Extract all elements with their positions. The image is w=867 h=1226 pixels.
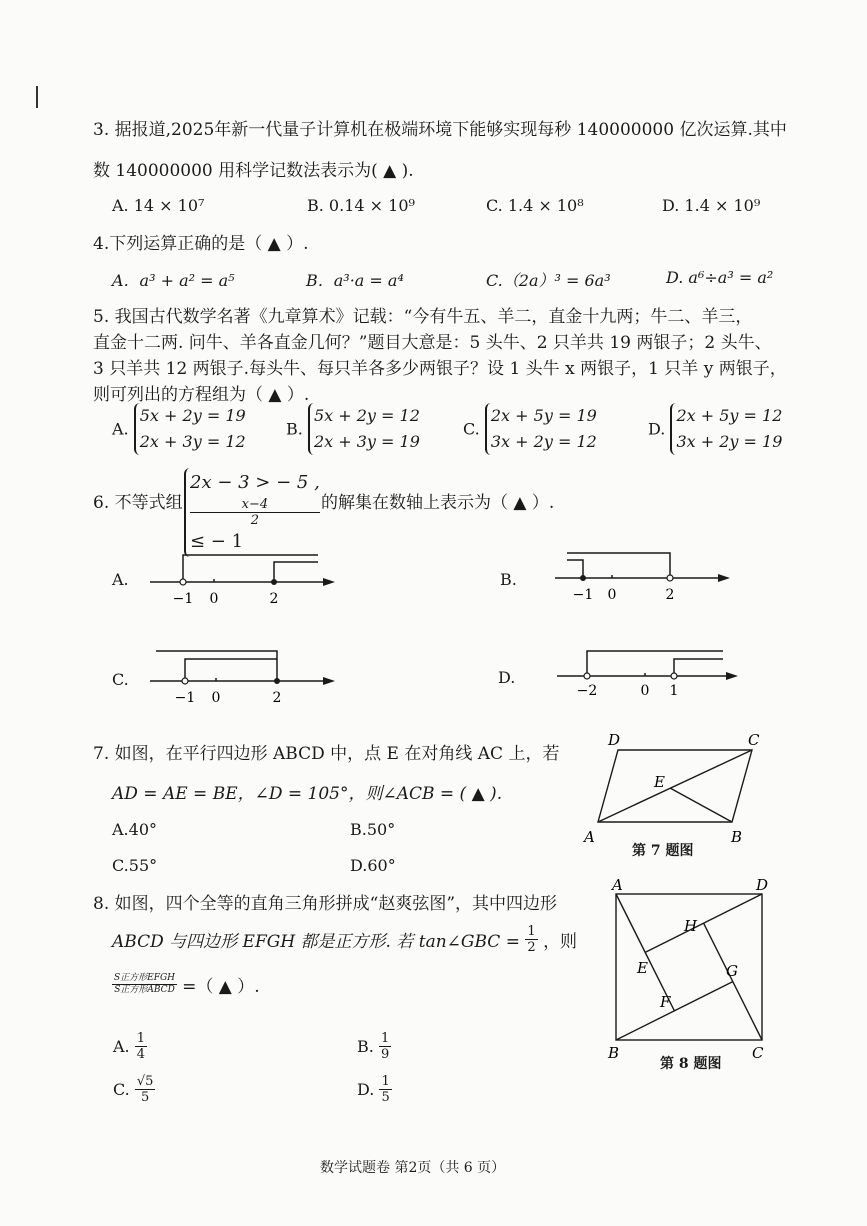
q8-stem-line2-b: ，则	[543, 932, 578, 952]
q8-label-g: G	[726, 962, 738, 980]
q5-option-b-label: B.	[286, 419, 303, 439]
q6-numberline-c	[140, 643, 340, 708]
q5-option-d-eq2: 3x + 2y = 19	[676, 432, 783, 451]
q8-label-a: A	[612, 876, 623, 894]
q4-option-b: B．a³·a = a⁴	[306, 271, 404, 290]
q8-stem-line1: 8. 如图，四个全等的直角三角形拼成“赵爽弦图”，其中四边形	[93, 894, 558, 914]
page-footer: 数学试题卷 第2页（共 6 页）	[320, 1160, 506, 1176]
q4-stem: 4.下列运算正确的是（ ▲ ）.	[93, 234, 309, 254]
q5-option-c-label: C.	[463, 419, 480, 439]
q6-option-b-label: B.	[500, 570, 517, 589]
q6-a-tick-2: 2	[269, 591, 279, 607]
q8-option-b-label: B.	[357, 1037, 374, 1056]
q7-caption: 第 7 题图	[632, 843, 694, 859]
q8-ratio-rest: =（ ▲ ）.	[182, 977, 260, 997]
q8-stem-line2	[112, 925, 577, 954]
q8-option-d-num: 1	[381, 1074, 390, 1089]
q8-label-h: H	[684, 917, 698, 935]
q8-figure	[600, 876, 780, 1061]
q7-label-a: A	[584, 828, 595, 846]
q6-d-tick-neg2: −2	[576, 683, 598, 699]
q7-option-c: C.55°	[112, 856, 158, 875]
q8-option-a-frac	[135, 1032, 147, 1061]
q6-c-tick-2: 2	[272, 690, 282, 706]
q6-option-c-label: C.	[112, 670, 129, 689]
q6-d-tick-0: 0	[640, 683, 650, 699]
q8-label-d: D	[756, 876, 769, 894]
q5-stem-line2: 直金十二两. 问牛、羊各直金几何？”题目大意是：5 头牛、2 只羊共 19 两银子；2 头牛、	[93, 333, 772, 353]
q8-option-a	[113, 1032, 147, 1061]
q5-option-c-system	[485, 403, 597, 455]
q8-option-b-den: 9	[380, 1047, 390, 1062]
q6-b-tick-neg1: −1	[572, 587, 594, 603]
q4-option-d: D. a⁶÷a³ = a²	[666, 268, 774, 287]
q8-option-b-num: 1	[380, 1031, 390, 1046]
q7-label-b: B	[731, 828, 743, 846]
q6-numberline-b	[545, 543, 745, 608]
q5-option-a-label: A.	[112, 419, 129, 439]
q3-stem-line2: 数 140000000 用科学记数法表示为( ▲ ).	[93, 161, 414, 181]
q6-option-a-label: A.	[112, 570, 129, 589]
q6-numberline-a	[140, 545, 340, 610]
q3-option-c: C. 1.4 × 10⁸	[486, 196, 584, 215]
q6-c-tick-0: 0	[211, 690, 221, 706]
q6-numberline-d	[545, 643, 750, 708]
q8-option-c-label: C.	[113, 1080, 130, 1099]
q5-stem-line1: 5. 我国古代数学名著《九章算术》记载：“今有牛五、羊二，直金十九两；牛二、羊三，	[93, 307, 753, 327]
q8-label-e: E	[637, 959, 648, 977]
q8-tan-den: 2	[527, 940, 536, 955]
q8-label-c: C	[752, 1044, 764, 1061]
q5-option-b-eq2: 2x + 3y = 19	[313, 432, 420, 451]
q5-option-b-eq1: 5x + 2y = 12	[313, 406, 420, 425]
q8-label-f: F	[660, 993, 671, 1011]
q5-stem-line3: 3 只羊共 12 两银子.每头牛、每只羊各多少两银子？设 1 头牛 x 两银子，1 只羊 y 两银子，	[93, 359, 787, 379]
q6-ineq2-num: x−4	[190, 498, 320, 513]
q6-ineq1: 2x − 3 > − 5 ,	[190, 472, 320, 493]
q8-option-b	[357, 1032, 391, 1061]
q3-option-a: A. 14 × 10⁷	[112, 196, 205, 215]
q3-option-d: D. 1.4 × 10⁹	[662, 196, 761, 215]
q7-option-d: D.60°	[350, 856, 396, 875]
q6-ineq2-fraction	[190, 498, 320, 527]
q5-stem-line4: 则可列出的方程组为（ ▲ ）.	[93, 385, 310, 405]
q6-system-brace	[184, 468, 320, 557]
q6-b-tick-2: 2	[665, 587, 675, 603]
q5-option-c-eq1: 2x + 5y = 19	[490, 406, 597, 425]
q8-option-a-den: 4	[136, 1047, 146, 1062]
q6-system	[184, 468, 320, 557]
q5-option-d	[648, 403, 782, 455]
q3-option-b: B. 0.14 × 10⁹	[307, 196, 415, 215]
q8-option-d-frac	[379, 1075, 391, 1104]
q8-option-d-label: D.	[357, 1080, 375, 1099]
q8-option-c-den: 5	[141, 1090, 150, 1105]
q6-b-tick-0: 0	[607, 587, 617, 603]
q7-label-c: C	[748, 731, 760, 749]
q3-stem-line1: 3. 据报道,2025年新一代量子计算机在极端环境下能够实现每秒 140000000 亿次运算.其中	[93, 120, 787, 140]
q7-option-b: B.50°	[350, 820, 396, 839]
q5-option-a-eq2: 2x + 3y = 12	[139, 432, 246, 451]
q5-option-a-eq1: 5x + 2y = 19	[139, 406, 246, 425]
q8-option-d-den: 5	[381, 1090, 390, 1105]
q4-option-a: A．a³ + a² = a⁵	[112, 271, 235, 290]
q5-option-a	[112, 403, 246, 455]
q5-option-d-eq1: 2x + 5y = 12	[676, 406, 783, 425]
q8-option-c	[113, 1075, 155, 1104]
q7-stem-line2: AD = AE = BE，∠D = 105°，则∠ACB = ( ▲ ).	[112, 784, 503, 804]
q6-suffix: 的解集在数轴上表示为（ ▲ ）.	[321, 493, 555, 513]
q8-ratio	[112, 972, 260, 997]
q8-label-b: B	[608, 1044, 620, 1061]
q5-option-a-system	[134, 403, 246, 455]
q7-stem-line1: 7. 如图，在平行四边形 ABCD 中，点 E 在对角线 AC 上，若	[93, 744, 560, 764]
q8-stem-line2-a: ABCD 与四边形 EFGH 都是正方形. 若 tan∠GBC =	[112, 932, 520, 952]
q8-option-a-num: 1	[136, 1031, 146, 1046]
q6-option-d-label: D.	[498, 668, 516, 687]
q5-option-c-eq2: 3x + 2y = 12	[490, 432, 597, 451]
q5-option-b-system	[308, 403, 420, 455]
q6-a-tick-neg1: −1	[172, 591, 194, 607]
q6-ineq2-den: 2	[250, 513, 260, 528]
q5-option-d-system	[670, 403, 782, 455]
margin-mark	[36, 86, 38, 108]
q6-ineq2-rest: ≤ − 1	[190, 531, 244, 552]
q8-option-b-frac	[379, 1032, 391, 1061]
q5-option-d-label: D.	[648, 419, 666, 439]
q6-c-tick-neg1: −1	[174, 690, 196, 706]
q8-ratio-num: S正方形EFGH	[114, 973, 176, 983]
q8-option-c-frac	[135, 1075, 156, 1104]
q8-option-a-label: A.	[113, 1037, 130, 1056]
q6-prefix: 6. 不等式组	[93, 493, 183, 513]
q5-option-c	[463, 403, 597, 455]
q8-tan-num: 1	[527, 924, 536, 939]
q4-option-c: C.（2a）³ = 6a³	[486, 271, 611, 290]
q8-caption: 第 8 题图	[660, 1056, 722, 1072]
q6-d-tick-1: 1	[669, 683, 679, 699]
q6-a-tick-0: 0	[209, 591, 219, 607]
q8-ratio-fraction	[112, 974, 177, 995]
q8-option-d	[357, 1075, 392, 1104]
q5-option-b	[286, 403, 420, 455]
q7-option-a: A.40°	[112, 820, 157, 839]
q7-label-e: E	[654, 773, 665, 791]
q8-tan-fraction	[525, 925, 537, 954]
q8-option-c-num: √5	[136, 1074, 154, 1089]
q7-label-d: D	[608, 731, 621, 749]
q8-ratio-den: S正方形ABCD	[114, 985, 175, 995]
